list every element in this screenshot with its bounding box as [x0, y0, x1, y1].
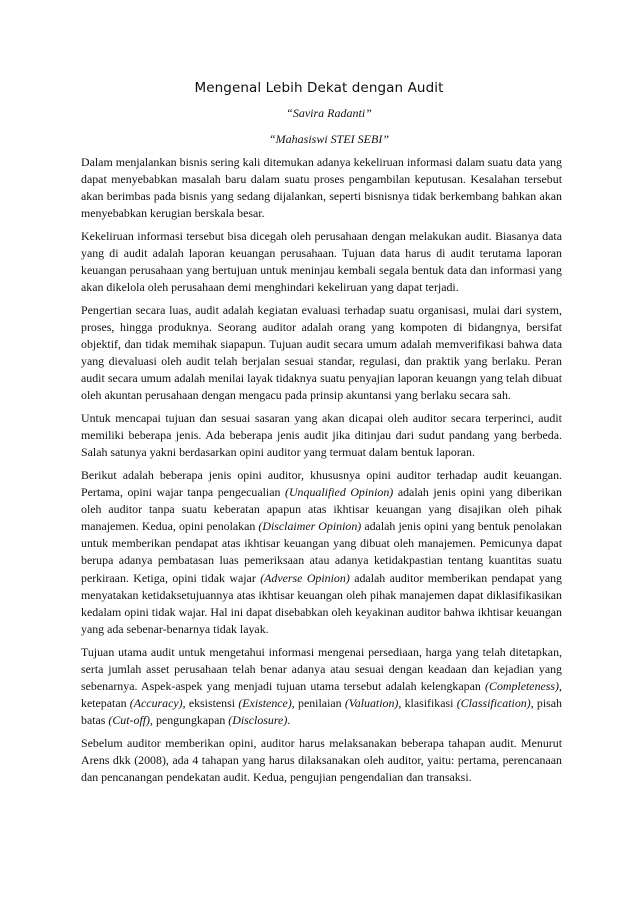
body-paragraph: [81, 302, 562, 405]
italic-term: (Classification): [456, 695, 531, 710]
paragraph-text: , ketepatan: [81, 678, 562, 710]
body-paragraph: [81, 154, 562, 222]
body-paragraph: [81, 228, 562, 296]
paragraph-text: , pengungkapan: [150, 712, 229, 727]
body-paragraph: [81, 735, 562, 786]
italic-term: (Accuracy): [129, 695, 183, 710]
body-paragraph: [81, 644, 562, 729]
body-paragraph: [81, 467, 562, 638]
paragraph-text: .: [287, 712, 291, 727]
author-affiliation: “Mahasiswi STEI SEBI”: [268, 132, 389, 146]
paragraph-text: Dalam menjalankan bisnis sering kali ditemukan adanya kekeliruan informasi dalam suatu data yang dapat menyebabkan masalah baru dalam suatu proses pengambilan keputusan. Kesalahan tersebut akan berimbas pada bisnis yang sedang dijalankan, seperti bisnisnya tidak berkembang bahkan akan menyebabkan kerugian berskala besar.: [81, 155, 562, 221]
italic-term: (Disclosure): [228, 712, 288, 727]
paragraph-text: adalah jenis opini yang bentuk penolakan untuk memberikan pendapat atas ikhtisar keuangan yang dibuat oleh manajemen. Pemicunya dapat berupa adanya pembatasan luas pemeriksaan atau adanya ketidakpastian tentang kuantitas suatu perkiraan. Ketiga, opini tidak wajar: [81, 519, 563, 585]
italic-term: (Adverse Opinion): [260, 570, 350, 585]
paragraph-text: Pengertian secara luas, audit adalah kegiatan evaluasi terhadap suatu organisasi, mulai dari system, proses, hingga produknya. Seorang auditor adalah orang yang kompoten di bidangnya, bersifat objektif, dan tidak memihak siapapun. Tujuan audit secara umum adalah memverifikasi bahwa data yang dievaluasi oleh audit telah berjalan sesuai standar, regulasi, dan praktik yang berlaku. Peran audit secara umum adalah menilai layak tidaknya suatu penyajian laporan keuangn yang telah dibuat oleh akuntan perusahaan dengan mengacu pada prinsip akuntansi yang berlaku secara sah.: [81, 302, 562, 403]
paragraph-text: Berikut adalah beberapa jenis opini auditor, khususnya opini auditor terhadap audit keuangan. Pertama, opini wajar tanpa pengecualian: [81, 467, 562, 500]
paragraph-text: , pisah batas: [81, 695, 562, 727]
paragraph-text: klasifikasi: [401, 695, 457, 710]
author-name: “Savira Radanti”: [286, 106, 372, 120]
paragraph-text: adalah auditor memberikan pendapat yang menyatakan ketidaksetujuannya atas ikhtisar keuangan oleh pihak manajemen dapat diklasifikasikan kedalam opini tidak wajar. Hal ini dapat disebabkan oleh keyakinan auditor bahwa ikhtisar keuangan yang ada sebenar-benarnya tidak layak.: [81, 570, 562, 636]
italic-term: (Existence): [238, 695, 292, 710]
document-body: [81, 154, 562, 791]
paragraph-text: Untuk mencapai tujuan dan sesuai sasaran yang akan dicapai oleh auditor secara terperinci, audit memiliki beberapa jenis. Ada beberapa jenis audit jika ditinjau dari sudut pandang yang berbeda. Salah satunya yakni berdasarkan opini auditor yang termuat dalam bentuk laporan.: [81, 411, 562, 460]
document-title: Mengenal Lebih Dekat dengan Audit: [194, 80, 444, 96]
body-paragraph: [81, 410, 562, 461]
italic-term: (Completeness): [485, 678, 560, 693]
paragraph-text: , penilaian: [291, 695, 345, 710]
paragraph-text: Tujuan utama audit untuk mengetahui informasi mengenai persediaan, harga yang telah ditetapkan, serta jumlah asset perusahaan telah benar adanya atau sesuai dengan keadaan dan kejadian yang sebenarnya. Aspek-aspek yang menjadi tujuan utama tersebut adalah kelengkapan: [81, 644, 562, 693]
italic-term: (Disclaimer Opinion): [258, 519, 362, 534]
paragraph-text: , eksistensi: [182, 695, 239, 710]
paragraph-text: adalah jenis opini yang diberikan oleh auditor tanpa suatu keberatan apapun atas ikhtisar keuangan yang disajikan oleh pihak manajemen. Kedua, opini penolakan: [81, 485, 562, 534]
italic-term: (Unqualified Opinion): [285, 485, 394, 500]
italic-term: (Cut-off): [108, 712, 151, 727]
paragraph-text: Kekeliruan informasi tersebut bisa dicegah oleh perusahaan dengan melakukan audit. Biasanya data yang di audit adalah laporan keuangan perusahaan. Tujuan data harus di audit terutama laporan keuangan perusahaan yang bertujuan untuk meninjau kembali segala bentuk data dan informasi yang akan dikelola oleh perusahaan demi menghindari kekeliruan yang dapat terjadi.: [81, 228, 562, 295]
paragraph-text: Sebelum auditor memberikan opini, auditor harus melaksanakan beberapa tahapan audit. Menurut Arens dkk (2008), ada 4 tahapan yang harus dilaksanakan oleh auditor, yaitu: pertama, perencanaan dan pencanangan pendekatan audit. Kedua, pengujian pengendalian dan transaksi.: [81, 735, 562, 784]
italic-term: (Valuation),: [344, 695, 402, 710]
